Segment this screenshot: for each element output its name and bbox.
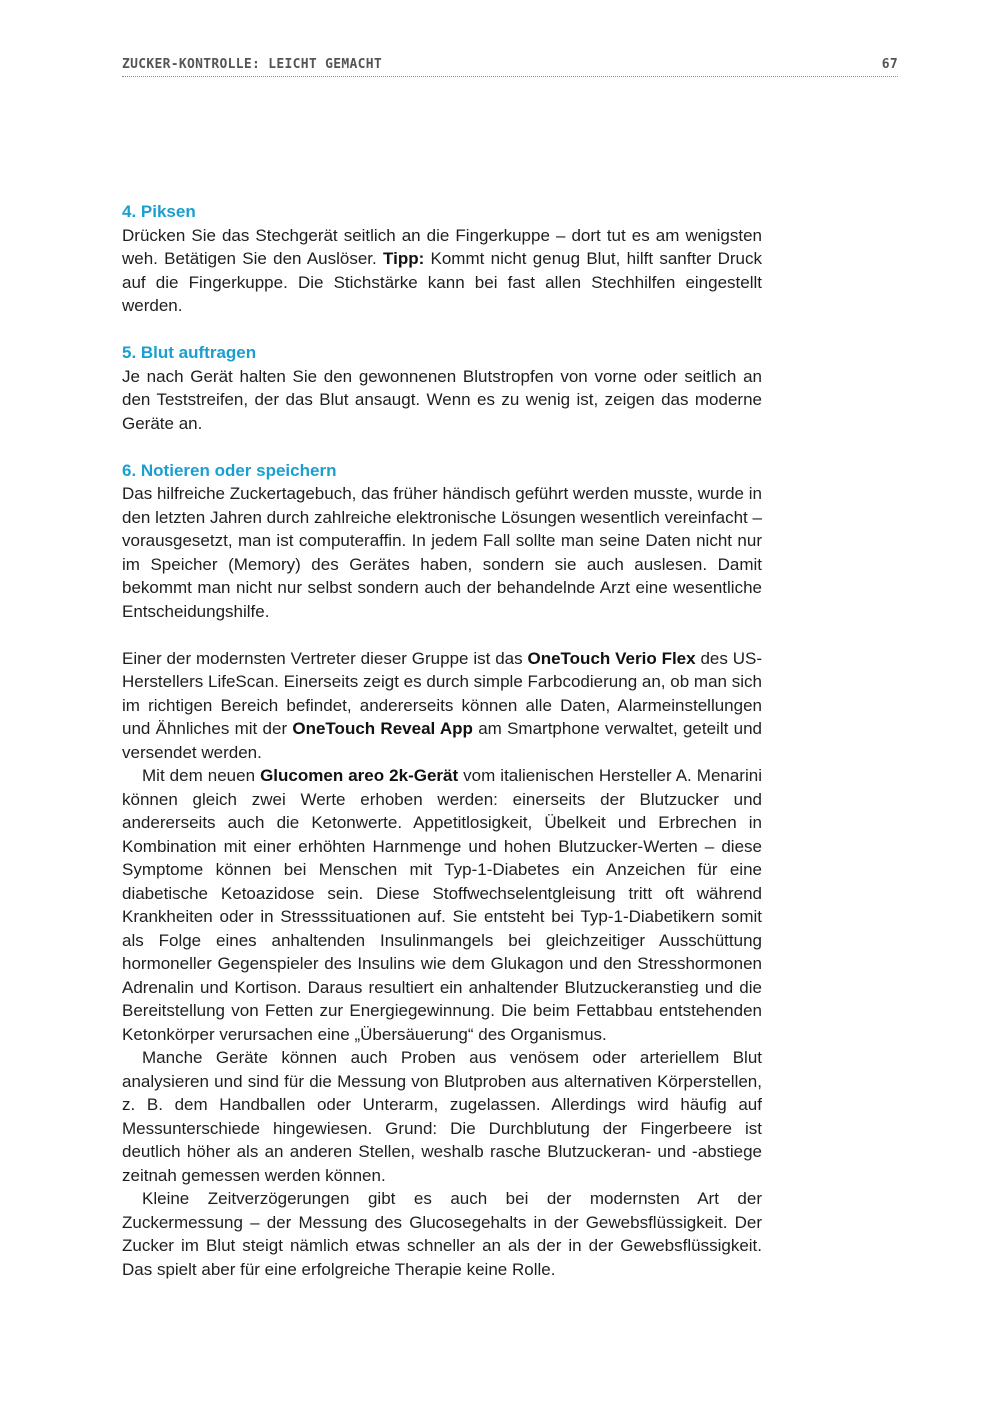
tip-label: Tipp: xyxy=(383,249,425,268)
section-notieren xyxy=(122,459,762,624)
paragraph-time-delay: Kleine Zeitverzögerungen gibt es auch bei der modernsten Art der Zuckermessung – der Messung des Glucosegehalts in der Gewebsflüssigkeit. Der Zucker im Blut steigt nämlich etwas schneller an als der in der Gewebsflüssigkeit. Das spielt aber für eine erfolgreiche Therapie keine Rolle. xyxy=(122,1189,762,1279)
paragraph-onetouch xyxy=(122,647,762,765)
text-run: des US-Herstellers LifeScan. Einerseits zeigt es durch simple Farbcodierung an, ob man sich im richtigen Bereich befindet, andererseits können alle Daten, Alarmeinstellungen und Ähnliches mit der xyxy=(122,648,762,738)
product-name: Glucomen areo 2k-Gerät xyxy=(260,766,459,785)
paragraph-alternative-sites: Manche Geräte können auch Proben aus venösem oder arteriellem Blut analysieren und sind für die Messung von Blutproben aus alternativen Körperstellen, z. B. dem Handballen oder Unterarm, zugelassen. Allerdings wird häufig auf Messunterschiede hingewiesen. Grund: Die Durchblutung der Fingerbeere ist deutlich höher als an anderen Stellen, weshalb rasche Blutzuckeran- und -abstiege zeitnah gemessen werden können. xyxy=(122,1048,762,1185)
section-text: Das hilfreiche Zuckertagebuch, das früher händisch geführt werden musste, wurde in den letzten Jahren durch zahlreiche elektronische Lösungen wesentlich vereinfacht – vorausgesetzt, man ist computeraffin. In jedem Fall sollte man seine Daten nicht nur im Speicher (Memory) des Gerätes haben, sondern sie auch auslesen. Damit bekommt man nicht nur selbst sondern auch der behandelnde Arzt eine wesentliche Entscheidungshilfe. xyxy=(122,484,762,621)
section-heading: 5. Blut auftragen xyxy=(122,343,257,362)
page-body xyxy=(122,200,762,1281)
text-run: Drücken Sie das Stechgerät seitlich an die Fingerkuppe – dort tut es am wenigsten weh. Betätigen Sie den Auslöser. xyxy=(122,225,762,268)
section-piksen xyxy=(122,200,762,318)
paragraph-glucomen xyxy=(122,764,762,1046)
section-text xyxy=(122,224,762,318)
section-heading: 6. Notieren oder speichern xyxy=(122,460,337,480)
page-number: 67 xyxy=(881,57,898,72)
text-run: vom italienischen Hersteller A. Menarini können gleich zwei Werte erhoben werden: einerseits der Blutzucker und andererseits auch die Ketonwerte. Appetitlosigkeit, Übelkeit und Erbrechen in Kombination mit einer erhöhten Harnmenge und hohen Blutzucker-Werten – diese Symptome können bei Menschen mit Typ-1-Diabetes ein Anzeichen für eine diabetische Ketoazidose sein. Diese Stoffwechselentgleisung tritt oft während Krankheiten oder in Stresssituationen auf. Sie entsteht bei Typ-1-Diabetikern somit als Folge eines anhaltenden Insulinmangels bei gleichzeitiger Ausschüttung hormoneller Gegenspieler des Insulins wie dem Glukagon und den Stresshormonen Adrenalin und Kortison. Daraus resultiert ein anhaltender Blutzuckeranstieg und die Bereitstellung von Fetten zur Energiegewinnung. Die beim Fettabbau entstehenden Ketonkörper verursachen eine „Übersäuerung“ des Organismus. xyxy=(122,766,762,1044)
text-run: Kommt nicht genug Blut, hilft sanfter Druck auf die Fingerkuppe. Die Stichstärke kann bei fast allen Stechhilfen eingestellt werden. xyxy=(122,249,762,315)
text-run: am Smartphone verwaltet, geteilt und versendet werden. xyxy=(122,719,762,762)
section-heading: 4. Piksen xyxy=(122,202,196,221)
text-run: Mit dem neuen xyxy=(142,766,261,785)
text-run: Einer der modernsten Vertreter dieser Gruppe ist das xyxy=(122,648,528,668)
running-header xyxy=(122,54,898,77)
chapter-title: ZUCKER-KONTROLLE: LEICHT GEMACHT xyxy=(122,57,383,72)
section-blut-auftragen xyxy=(122,341,762,435)
product-name: OneTouch Verio Flex xyxy=(527,648,696,668)
section-text: Je nach Gerät halten Sie den gewonnenen Blutstropfen von vorne oder seitlich an den Teststreifen, der das Blut ansaugt. Wenn es zu wenig ist, zeigen das moderne Geräte an. xyxy=(122,366,762,433)
product-name: OneTouch Reveal App xyxy=(292,719,473,738)
